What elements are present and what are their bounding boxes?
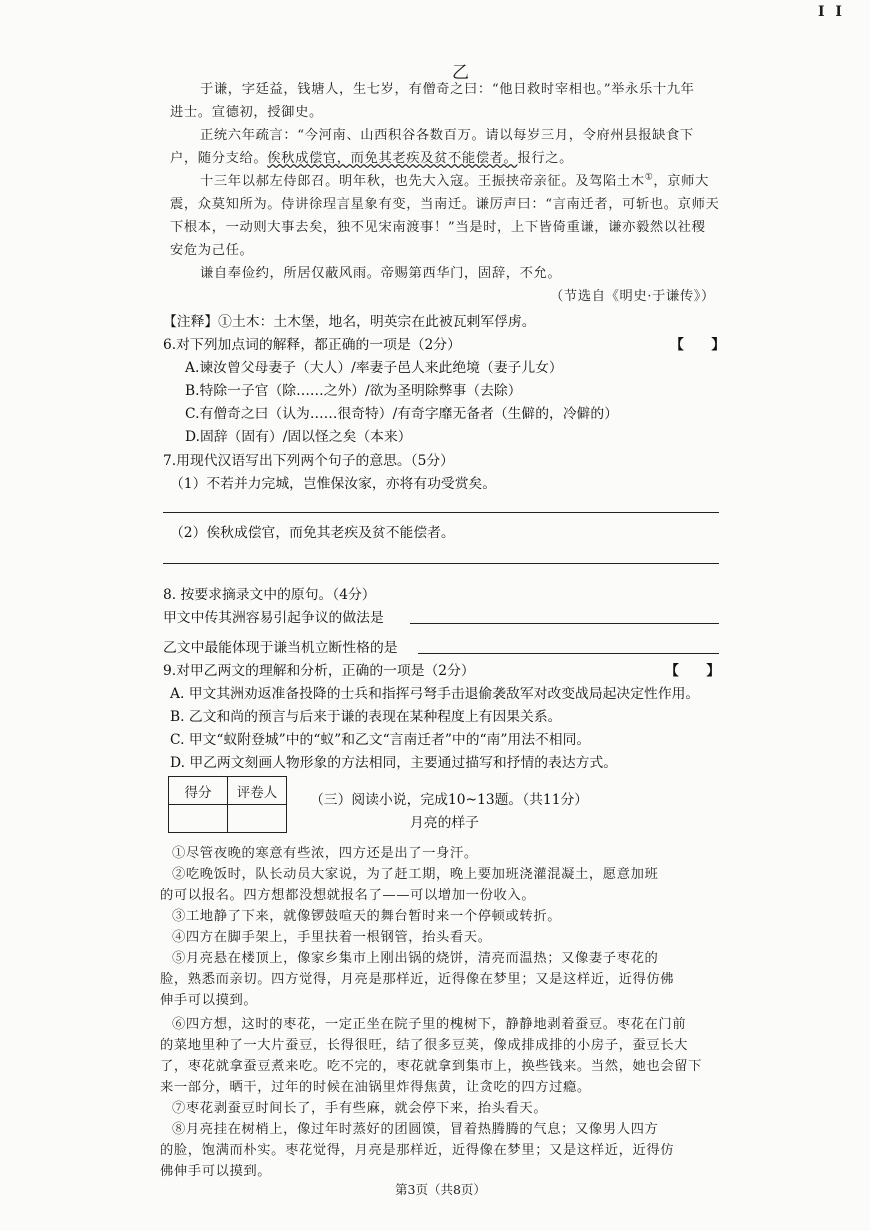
passage-line: 震，众莫知所为。侍讲徐珵言星象有变，当南迁。谦厉声曰：“言南迁者，可斩也。京师天 xyxy=(170,197,720,212)
q9-option: C. 甲文“蚁附登城”中的“蚁”和乙文“言南迁者”中的“南”用法不相同。 xyxy=(170,732,591,748)
story-line: ①尽管夜晚的寒意有些浓，四方还是出了一身汗。 xyxy=(172,846,478,861)
passage-text: 十三年以郝左侍郎召。明年秋，也先大入寇。王振挟帝亲征。及驾陷土木 xyxy=(200,174,645,189)
story-line: 的菜地里种了一大片蚕豆，长得很旺，结了很多豆荚，像成排成排的小房子，蚕豆长大 xyxy=(160,1038,689,1053)
passage-source: （节选自《明史·于谦传》） xyxy=(550,289,715,304)
q9-stem: 9.对甲乙两文的理解和分析，正确的一项是（2分） xyxy=(163,663,475,679)
passage-line: 安危为己任。 xyxy=(170,243,254,258)
q6-option: A.谏汝曾父母妻子（大人）/率妻子邑人来此绝境（妻子儿女） xyxy=(185,360,563,376)
answer-blank[interactable] xyxy=(418,653,719,654)
passage-line: 进士。宣德初，授御史。 xyxy=(170,105,323,120)
passage-text: 报行之。 xyxy=(517,151,574,166)
score-table xyxy=(168,776,287,833)
q6-option: B.特除一子官（除……之外）/欲为圣明除弊事（去除） xyxy=(185,383,522,399)
passage-line: 谦自奉俭约，所居仅蔽风雨。帝赐第西华门，固辞，不允。 xyxy=(200,266,562,281)
answer-line[interactable] xyxy=(163,563,719,564)
corner-mark: I I xyxy=(818,4,845,20)
story-line: ⑥四方想，这时的枣花，一定正坐在院子里的槐树下，静静地剥着蚕豆。枣花在门前 xyxy=(172,1017,687,1032)
score-cell[interactable] xyxy=(169,805,228,833)
story-line: ⑦枣花剥蚕豆时间长了，手有些麻，就会停下来，抬头看天。 xyxy=(172,1101,548,1116)
page-number: 第3页（共8页） xyxy=(395,1182,486,1197)
q7-stem: 7.用现代汉语写出下列两个句子的意思。（5分） xyxy=(163,453,454,469)
q8-prompt-a: 甲文中传其洲容易引起争议的做法是 xyxy=(163,610,384,626)
q6-option: D.固辞（固有）/固以怪之矣（本来） xyxy=(185,429,412,445)
q8-stem: 8. 按要求摘录文中的原句。（4分） xyxy=(163,587,376,603)
score-header: 得分 xyxy=(169,777,228,805)
story-title: 月亮的样子 xyxy=(410,815,479,831)
story-line: 了，枣花就拿蚕豆煮来吃。吃不完的，枣花就拿到集市上，换些钱来。当然，她也会留下 xyxy=(160,1059,702,1074)
passage-line: 正统六年疏言：“今河南、山西积谷各数百万。请以每岁三月，令府州县报缺食下 xyxy=(200,128,694,143)
q6-answer-bracket[interactable]: 【 】 xyxy=(670,337,726,353)
story-line: ③工地静了下来，就像锣鼓喧天的舞台暂时来一个停顿或转折。 xyxy=(172,909,562,924)
footnote-mark: ① xyxy=(644,172,654,183)
passage-highlight: 俟秋成偿官，而免其老疾及贫不能偿者。 xyxy=(267,151,518,166)
q9-option: D. 甲乙两文刻画人物形象的方法相同，主要通过描写和抒情的表达方式。 xyxy=(170,755,618,771)
q9-answer-bracket[interactable]: 【 】 xyxy=(665,663,721,679)
grader-header: 评卷人 xyxy=(228,777,287,805)
passage-text: ，京师大 xyxy=(653,174,709,189)
story-line: 的可以报名。四方想都没想就报名了——可以增加一份收入。 xyxy=(160,888,536,903)
story-line: ②吃晚饭时，队长动员大家说，为了赶工期，晚上要加班浇灌混凝土，愿意加班 xyxy=(172,867,659,882)
story-line: 伸手可以摸到。 xyxy=(160,993,258,1008)
grader-cell[interactable] xyxy=(228,805,287,833)
story-line: ⑤月亮悬在楼顶上，像家乡集市上刚出锅的烧饼，清亮而温热；又像妻子枣花的 xyxy=(172,951,659,966)
section-heading: （三）阅读小说，完成10~13题。（共11分） xyxy=(310,792,589,808)
story-line: 脸，熟悉而亲切。四方觉得，月亮是那样近，近得像在梦里；又是这样近，近得仿佛 xyxy=(160,972,675,987)
passage-line: 于谦，字廷益，钱塘人，生七岁，有僧奇之曰：“他日救时宰相也。”举永乐十九年 xyxy=(200,82,695,97)
q6-stem: 6.对下列加点词的解释，都正确的一项是（2分） xyxy=(163,337,461,353)
story-line: ⑧月亮挂在树梢上，像过年时蒸好的团圆馍，冒着热腾腾的气息；又像男人四方 xyxy=(172,1122,659,1137)
q8-prompt-b: 乙文中最能体现于谦当机立断性格的是 xyxy=(163,640,398,656)
q7-sentence-2: （2）俟秋成偿官，而免其老疾及贫不能偿者。 xyxy=(170,525,455,541)
q7-sentence-1: （1）不若并力完城，岂惟保汝家，亦将有功受赏矣。 xyxy=(170,476,497,492)
story-line: 佛伸手可以摸到。 xyxy=(160,1164,272,1179)
q6-option: C.有僧奇之曰（认为……很奇特）/有奇字靡无备者（生僻的，冷僻的） xyxy=(185,406,619,422)
q9-option: B. 乙文和尚的预言与后来于谦的表现在某种程度上有因果关系。 xyxy=(170,709,562,725)
answer-blank[interactable] xyxy=(410,623,719,624)
passage-line xyxy=(170,147,573,166)
story-line: ④四方在脚手架上，手里扶着一根钢管，抬头看天。 xyxy=(172,930,492,945)
story-line: 来一部分，晒干，过年的时候在油锅里炸得焦黄，让贪吃的四方过瘾。 xyxy=(160,1080,591,1095)
answer-line[interactable] xyxy=(163,512,719,513)
passage-line xyxy=(200,170,709,189)
passage-text: 户，随分支给。 xyxy=(170,151,268,166)
passage-line: 下根本，一动则大事去矣，独不见宋南渡事！”当是时，上下皆倚重谦，谦亦毅然以社稷 xyxy=(170,220,706,235)
section-title: 乙 xyxy=(452,63,469,83)
q9-option: A. 甲文其洲劝返准备投降的士兵和指挥弓弩手击退偷袭敌军对改变战局起决定性作用。 xyxy=(170,686,700,702)
story-line: 的脸，饱满而朴实。枣花觉得，月亮是那样近，近得像在梦里；又是这样近，近得仿 xyxy=(160,1143,675,1158)
annotation-note: 【注释】①土木：土木堡，地名，明英宗在此被瓦剌军俘虏。 xyxy=(163,314,536,330)
